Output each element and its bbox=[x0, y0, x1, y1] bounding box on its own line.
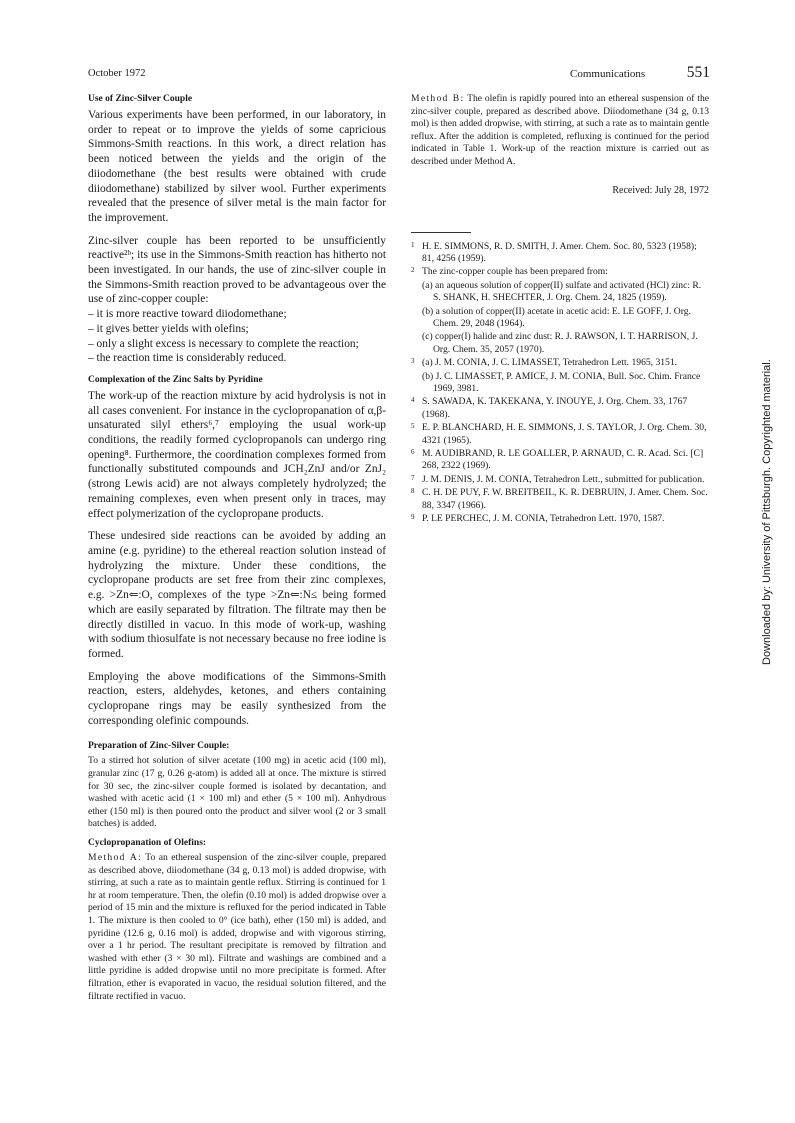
page-number: 551 bbox=[686, 64, 710, 81]
right-column bbox=[411, 93, 709, 527]
footnote-number: 4 bbox=[411, 396, 415, 405]
paragraph-method-a bbox=[88, 852, 386, 1003]
heading-complexation: Complexation of the Zinc Salts by Pyridine bbox=[88, 374, 263, 385]
footnote-number: 8 bbox=[411, 487, 415, 496]
method-a-label: Method A: bbox=[88, 851, 143, 863]
paragraph-side-reactions: These undesired side reactions can be avoided by adding an amine (e.g. pyridine) to the ethereal reaction solution instead of hydrolyzing the mixture. Under these conditions, the cyclopropane products are set free from their zinc complexes, e.g. >Zn⇐:O, complexes of the type >Zn⇐:N≤ being formed which are easily separated by filtration. The filtrate may then be directly distilled in vacuo. In this mode of work-up, washing with sodium thiosulfate is not necessary because no free iodine is formed. bbox=[88, 530, 386, 660]
footnote-number: 9 bbox=[411, 513, 415, 522]
footnote-text: (a) an aqueous solution of copper(II) sulfate and activated (HCl) zinc: R. S. SHANK, H. SHECHTER, J. Org. Chem. 24, 1825 (1959). bbox=[422, 279, 702, 304]
paragraph-method-b bbox=[411, 93, 709, 169]
footnote-text: C. H. DE PUY, F. W. BREITBEIL, K. R. DEBRUIN, J. Amer. Chem. Soc. 88, 3347 (1966). bbox=[422, 487, 708, 511]
footnote-6 bbox=[411, 448, 709, 473]
footnote-text: The zinc-copper couple has been prepared from: bbox=[422, 266, 608, 278]
issue-date: October 1972 bbox=[88, 68, 146, 79]
footnote-5 bbox=[411, 422, 709, 447]
method-a-text: To an ethereal suspension of the zinc-silver couple, prepared as described above, diiodomethane (34 g, 0.13 mol) is added dropwise, with stirring, at such a rate as to maintain gentle reflux. Stirring is continued for 1 hr at room temperature. Then, the olefin (0.10 mol) is added dropwise over a period of 15 min and the mixture is refluxed for the period indicated in Table 1. The mixture is then cooled to 0° (ice bath), ether (150 ml) is added, and pyridine (12.6 g, 0.16 mol) is added, dropwise and with vigorous stirring, over a 1 hr period. The resultant precipitate is removed by filtration and washed with ether (3 × 30 ml). Filtrate and washings are combined and a little pyridine is added dropwise until no more precipitate is formed. After filtration, ether is evaporated in vacuo, the residual solution filtered, and the filtrate rectified in vacuo. bbox=[88, 851, 386, 1002]
footnote-3-line-1 bbox=[411, 371, 709, 396]
left-column bbox=[88, 93, 386, 1003]
footnote-number: 6 bbox=[411, 448, 415, 457]
paragraph-intro: Various experiments have been performed, in our laboratory, in order to repeat or to improve the yields of some capricious Simmons-Smith reactions. In this work, a direct relation has been noticed between the yields and the origin of the diiodomethane (the best results were obtained with crude diiodomethane) stabilized by silver wool. Further experiments revealed that the presence of silver metal is the main factor for the improvement. bbox=[88, 109, 386, 224]
download-watermark: Downloaded by: University of Pittsburgh. Copyrighted material. bbox=[761, 359, 773, 665]
footnote-number: 2 bbox=[411, 266, 415, 275]
footnote-8 bbox=[411, 487, 709, 512]
paragraph-workup: The work-up of the reaction mixture by acid hydrolysis is not in all cases convenient. For instance in the cyclopropanation of α,β-unsaturated silyl ethers⁶,⁷ employing the usual work-up conditions, the readily formed cyclopropanols can undergo ring opening⁸. Furthermore, the coordination complexes formed from functionally substituted compounds and JCH₂ZnJ and/or ZnJ₂ (strong Lewis acid) are not always completely hydrolyzed; the remaining complexes, even when present only in traces, may effect polymerization of the cyclopropane products. bbox=[88, 389, 386, 520]
footnote-number: 3 bbox=[411, 357, 415, 366]
method-b-text: The olefin is rapidly poured into an ethereal suspension of the zinc-silver couple, prepared as described above. Diiodomethane (34 g, 0.13 mol) is then added dropwise, with stirring, at such a rate as to maintain gentle reflux. After the addition is completed, refluxing is continued for the period indicated in Table 1. Work-up of the reaction mixture is carried out as described under Method A. bbox=[411, 93, 709, 167]
page-header bbox=[88, 64, 710, 84]
heading-preparation: Preparation of Zinc-Silver Couple: bbox=[88, 741, 230, 752]
list-item: – the reaction time is considerably reduced. bbox=[88, 351, 386, 366]
method-b-label: Method B: bbox=[411, 93, 465, 104]
advantages-list bbox=[88, 307, 386, 366]
footnotes bbox=[411, 241, 709, 526]
footnote-4 bbox=[411, 396, 709, 421]
footnote-2-line-2 bbox=[411, 306, 709, 331]
footnote-text: M. AUDIBRAND, R. LE GOALLER, P. ARNAUD, C. R. Acad. Sci. [C] 268, 2322 (1969). bbox=[422, 448, 704, 472]
footnote-text: S. SAWADA, K. TAKEKANA, Y. INOUYE, J. Org. Chem. 33, 1767 (1968). bbox=[422, 396, 688, 420]
footnote-number: 5 bbox=[411, 422, 415, 431]
heading-zinc-silver-couple: Use of Zinc-Silver Couple bbox=[88, 94, 193, 104]
footnote-2-line-1 bbox=[411, 280, 709, 305]
footnote-text: (c) copper(I) halide and zinc dust: R. J. RAWSON, I. T. HARRISON, J. Org. Chem. 35, 2057 (1970). bbox=[422, 331, 698, 355]
paragraph-preparation: To a stirred hot solution of silver acetate (100 mg) in acetic acid (100 ml), granular zinc (17 g, 0.26 g-atom) is added all at once. The mixture is stirred for 30 sec, the zinc-silver couple formed is isolated by decantation, and washed with acetic acid (1 × 100 ml) and ether (5 × 100 ml). Anhydrous ether (150 ml) is then poured onto the product and silver wool (2 or 3 small batches) is added. bbox=[88, 755, 386, 830]
footnote-number: 1 bbox=[411, 240, 415, 249]
received-date: Received: July 28, 1972 bbox=[612, 184, 709, 196]
list-item: – it gives better yields with olefins; bbox=[88, 322, 386, 337]
footnote-number: 7 bbox=[411, 473, 415, 482]
footnote-1 bbox=[411, 241, 709, 266]
footnote-text: P. LE PERCHEC, J. M. CONIA, Tetrahedron Lett. 1970, 1587. bbox=[422, 513, 665, 525]
footnote-2-line-3 bbox=[411, 331, 709, 356]
paragraph-advantages-intro: Zinc-silver couple has been reported to be unsufficiently reactive²ᵇ; its use in the Simmons-Smith reaction has hitherto not been investigated. In our hands, the use of zinc-silver couple in the Simmons-Smith reaction proved to be advantageous over the use of zinc-copper couple: bbox=[88, 234, 386, 306]
footnote-text: (a) J. M. CONIA, J. C. LIMASSET, Tetrahedron Lett. 1965, 3151. bbox=[422, 357, 678, 369]
footnote-text: (b) J. C. LIMASSET, P. AMICE, J. M. CONIA, Bull. Soc. Chim. France 1969, 3981. bbox=[422, 370, 701, 395]
footnote-text: J. M. DENIS, J. M. CONIA, Tetrahedron Lett., submitted for publication. bbox=[422, 473, 705, 485]
footnote-text: (b) a solution of copper(II) acetate in acetic acid: E. LE GOFF, J. Org. Chem. 29, 2048 (1964). bbox=[422, 305, 691, 329]
footnote-3 bbox=[411, 357, 709, 369]
section-title: Communications bbox=[570, 68, 646, 80]
footnote-text: E. P. BLANCHARD, H. E. SIMMONS, J. S. TAYLOR, J. Org. Chem. 30, 4321 (1965). bbox=[422, 422, 707, 446]
paragraph-conclusion: Employing the above modifications of the Simmons-Smith reaction, esters, aldehydes, ketones, and ethers containing cyclopropane rings may be easily synthesized from the corresponding olefinic compounds. bbox=[88, 670, 386, 727]
heading-cyclopropanation: Cyclopropanation of Olefins: bbox=[88, 837, 207, 848]
list-item: – only a slight excess is necessary to complete the reaction; bbox=[88, 337, 386, 352]
list-item: – it is more reactive toward diiodomethane; bbox=[88, 307, 386, 322]
footnote-text: H. E. SIMMONS, R. D. SMITH, J. Amer. Chem. Soc. 80, 5323 (1958); 81, 4256 (1959). bbox=[422, 240, 697, 264]
footnote-9 bbox=[411, 513, 709, 525]
footnote-7 bbox=[411, 474, 709, 486]
footnote-divider bbox=[411, 232, 471, 233]
footnote-2 bbox=[411, 266, 709, 278]
